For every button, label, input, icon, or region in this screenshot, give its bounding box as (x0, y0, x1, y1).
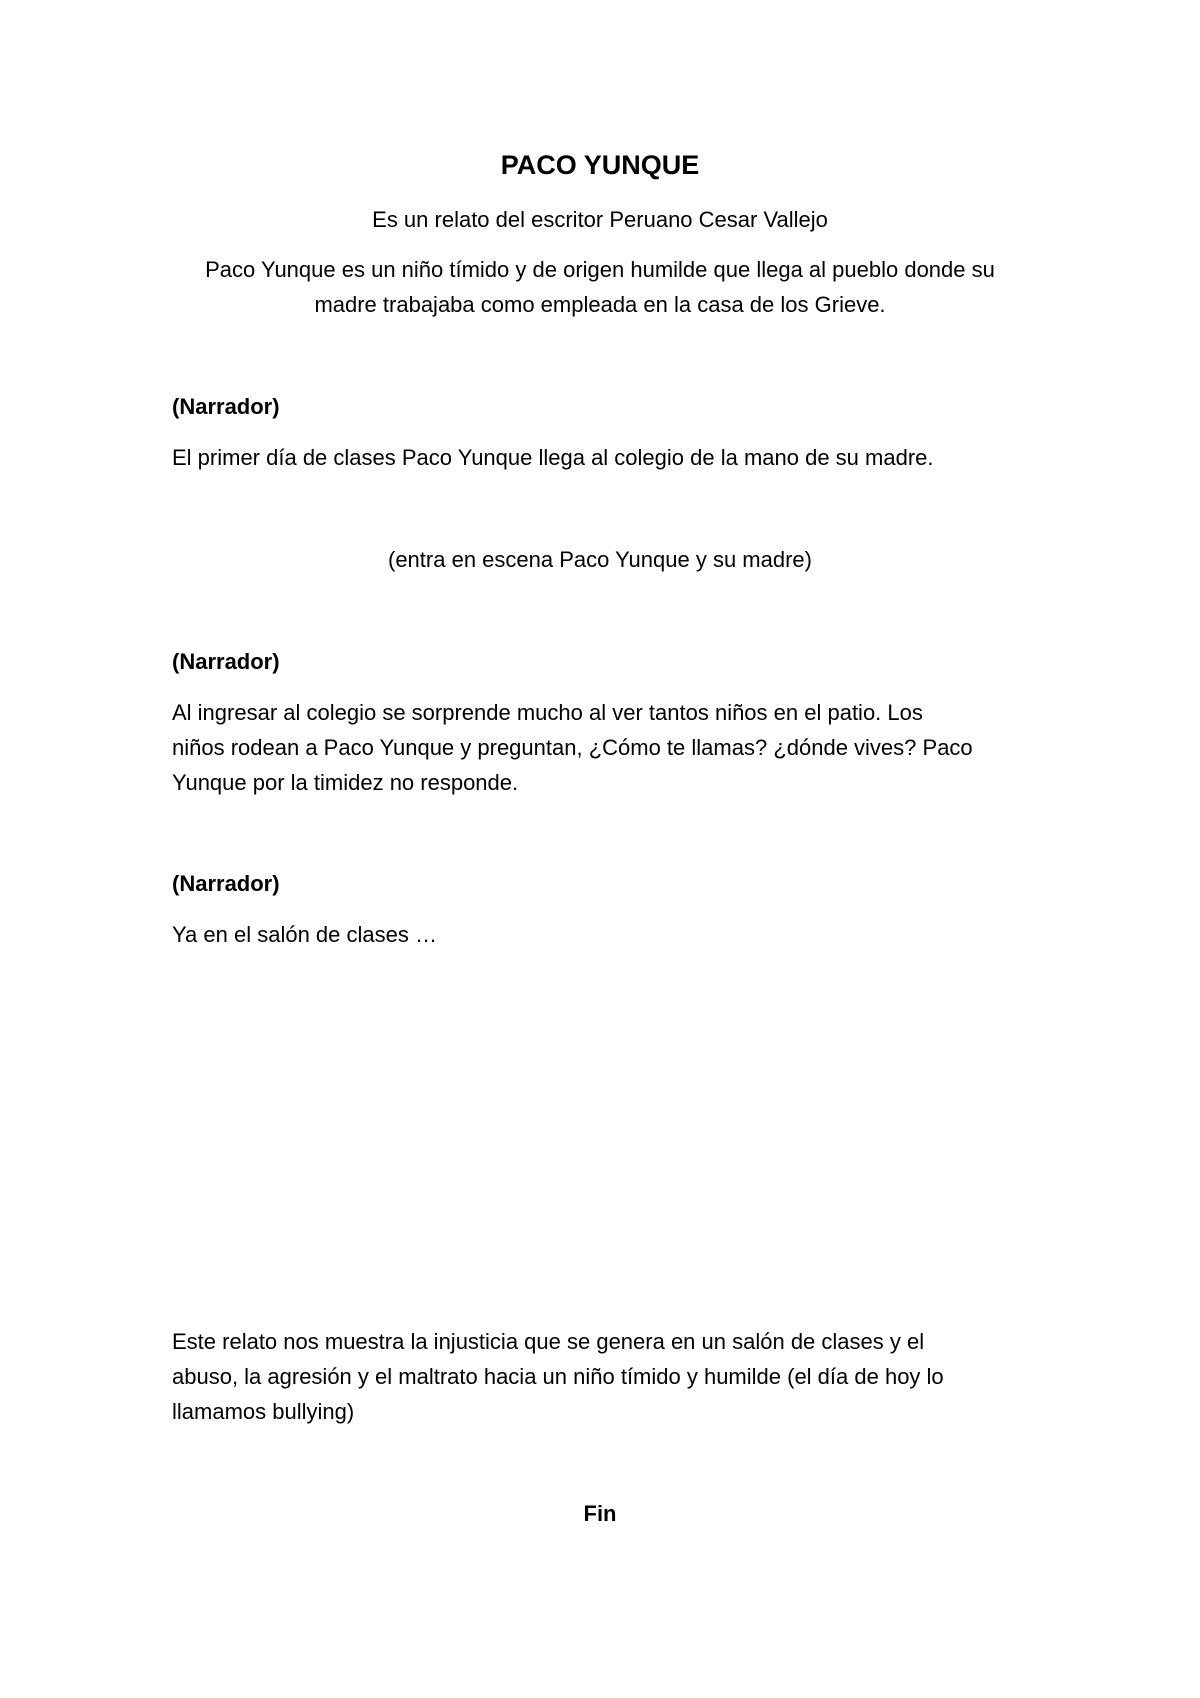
document-subtitle: Es un relato del escritor Peruano Cesar Vallejo (372, 207, 828, 232)
intro-line-2: madre trabajaba como empleada en la casa de los Grieve. (314, 292, 886, 317)
paragraph-2-line-3: Yunque por la timidez no responde. (172, 770, 519, 795)
narrator-label: (Narrador) (172, 871, 280, 896)
paragraph-1: El primer día de clases Paco Yunque llega al colegio de la mano de su madre. (172, 445, 934, 470)
stage-direction: (entra en escena Paco Yunque y su madre) (388, 547, 812, 572)
paragraph-2-line-2: niños rodean a Paco Yunque y preguntan, ¿Cómo te llamas? ¿dónde vives? Paco (172, 735, 973, 760)
paragraph-3: Ya en el salón de clases … (172, 922, 437, 947)
paragraph-2-line-1: Al ingresar al colegio se sorprende mucho al ver tantos niños en el patio. Los (172, 700, 923, 725)
ending-text: Fin (583, 1501, 617, 1526)
intro-line-1: Paco Yunque es un niño tímido y de origen humilde que llega al pueblo donde su (205, 257, 995, 282)
narrator-label: (Narrador) (172, 649, 280, 674)
document-title: PACO YUNQUE (500, 150, 700, 180)
conclusion-line-1: Este relato nos muestra la injusticia que se genera en un salón de clases y el (172, 1329, 925, 1354)
narrator-label: (Narrador) (172, 394, 280, 419)
conclusion-line-3: llamamos bullying) (172, 1399, 355, 1424)
conclusion-line-2: abuso, la agresión y el maltrato hacia un niño tímido y humilde (el día de hoy lo (172, 1364, 944, 1389)
